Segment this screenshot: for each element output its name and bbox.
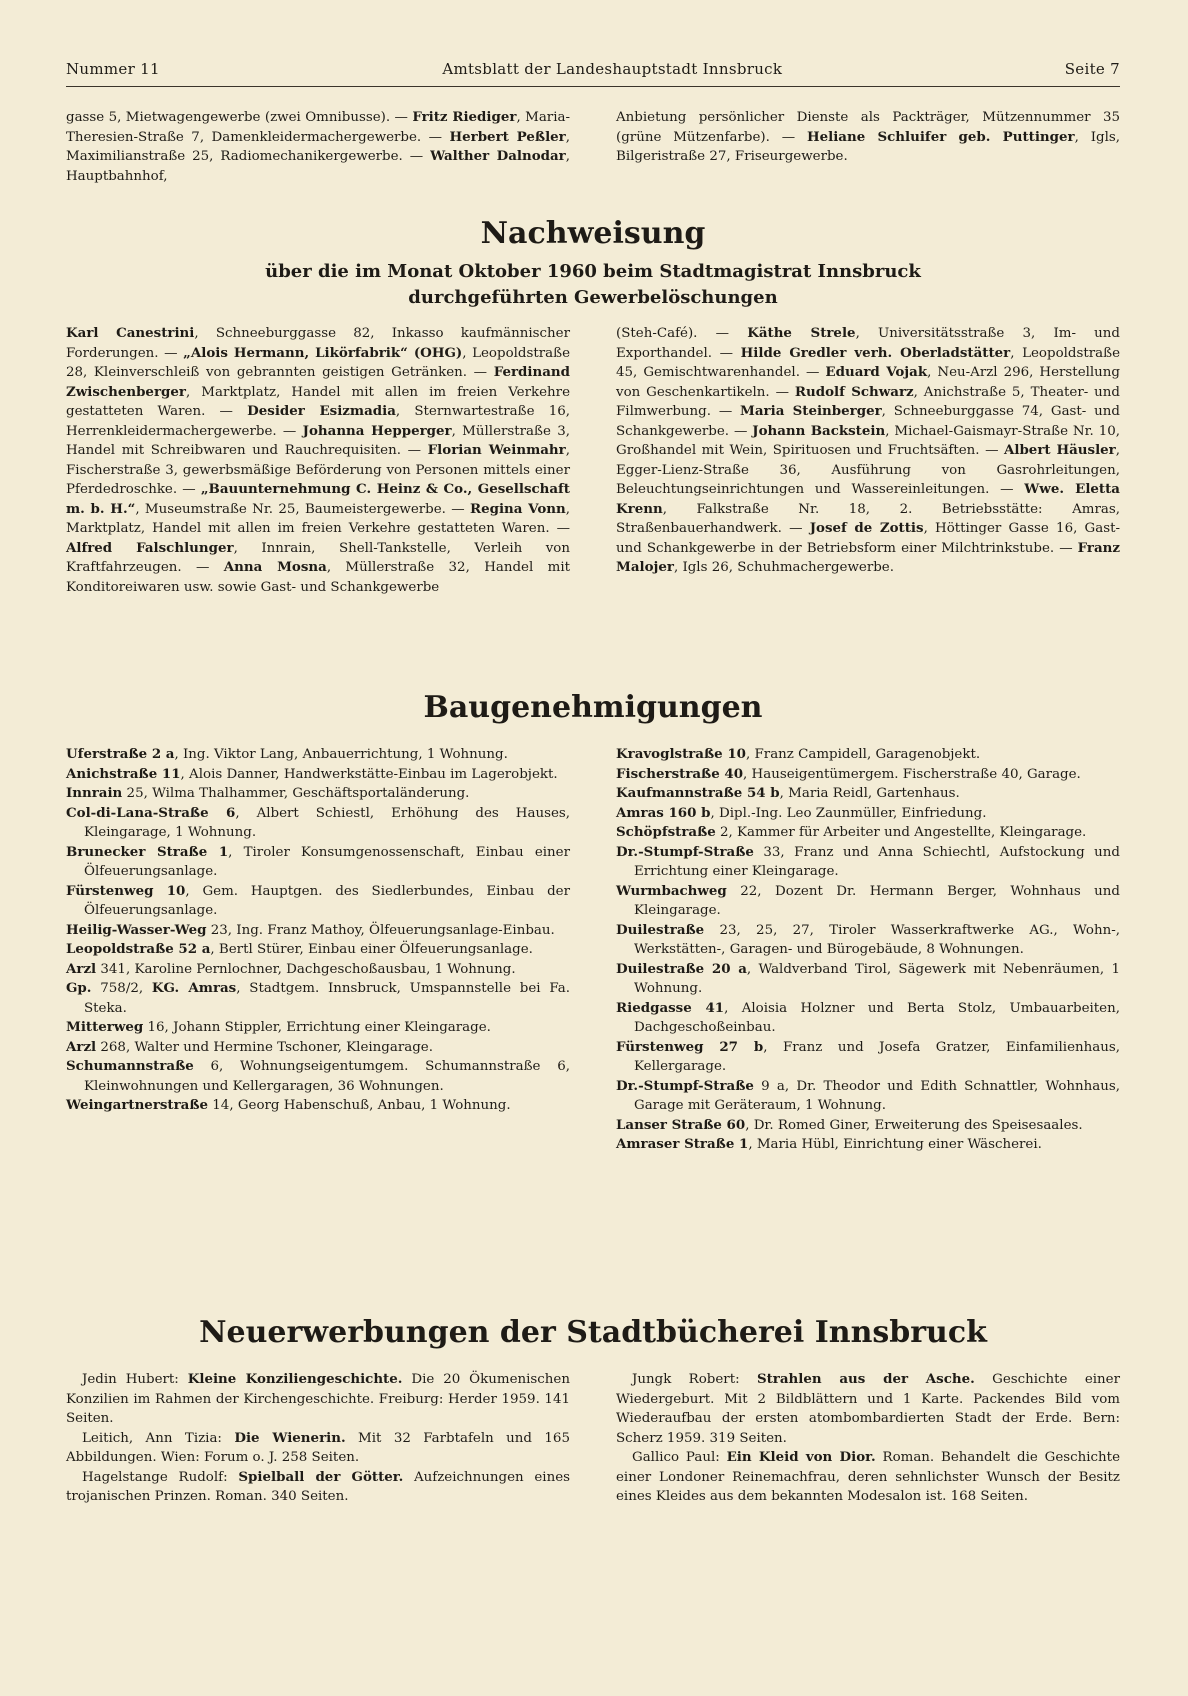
bold-name: Arzl — [66, 960, 97, 977]
page-number: Seite 7 — [1064, 60, 1120, 78]
bold-name: Amraser Straße 1 — [616, 1136, 749, 1152]
bold-name: Mitterweg — [66, 1019, 144, 1035]
nachweisung-column-left — [66, 324, 570, 597]
intro-column-left — [66, 108, 570, 186]
bold-name: Ein Kleid von Dior. — [726, 1449, 876, 1465]
bold-name: Kaufmannstraße 54 b — [616, 785, 780, 801]
intro-paragraph-right: Anbietung persönlicher Dienste als Packträger, Mützennummer 35 (grüne Mützenfarbe). — Heliane Schluifer geb. Puttinger, Igls, Bilgeristraße 27, Friseurgewerbe. — [616, 110, 1120, 164]
bold-name: Strahlen aus der Asche. — [756, 1371, 975, 1387]
permit-entry: Anichstraße 11, Alois Danner, Handwerkstätte-Einbau im Lagerobjekt. — [66, 765, 558, 782]
permit-entry: Brunecker Straße 1, Tiroler Konsumgenossenschaft, Einbau einer Ölfeuerungsanlage. — [66, 843, 570, 879]
nachweisung-subtitle-2: durchgeführten Gewerbelöschungen — [408, 287, 778, 308]
bold-name: Fürstenweg 27 b — [616, 1038, 764, 1055]
baugenehmigungen-section — [66, 745, 1120, 1155]
bold-name: Dr.-Stumpf-Straße — [616, 1077, 754, 1094]
permit-entry: Schumannstraße 6, Wohnungseigentumgem. Schumannstraße 6, Kleinwohnungen und Kellergaragen, 36 Wohnungen. — [66, 1058, 570, 1094]
permit-entry: Innrain 25, Wilma Thalhammer, Geschäftsportaländerung. — [66, 785, 470, 801]
bold-name: Riedgasse 41 — [616, 999, 725, 1016]
permit-entry: Riedgasse 41, Aloisia Holzner und Berta Stolz, Umbauarbeiten, Dachgeschoßeinbau. — [616, 999, 1120, 1035]
bold-name: Gp. — [66, 980, 92, 996]
bold-name: Josef de Zottis — [809, 520, 924, 536]
permit-entry: Uferstraße 2 a, Ing. Viktor Lang, Anbauerrichtung, 1 Wohnung. — [66, 746, 508, 762]
book-entry: Jungk Robert: Strahlen aus der Asche. Geschichte einer Wiedergeburt. Mit 2 Bildblättern und 1 Karte. Packendes Bild vom Wiederaufbau der ersten atombombardierten Stadt der Erde. Bern: Scherz 1959. 319 Seiten. — [616, 1371, 1120, 1446]
permit-entry: Duilestraße 20 a, Waldverband Tirol, Sägewerk mit Nebenräumen, 1 Wohnung. — [616, 960, 1120, 996]
permit-entry: Wurmbachweg 22, Dozent Dr. Hermann Berger, Wohnhaus und Kleingarage. — [616, 882, 1120, 918]
bold-name: Kleine Konziliengeschichte. — [187, 1371, 403, 1387]
bold-name: Brunecker Straße 1 — [66, 843, 229, 860]
bold-name: Johann Backstein — [752, 422, 886, 439]
bold-name: Walther Dalnodar — [430, 148, 566, 164]
bold-name: Fürstenweg 10 — [66, 882, 186, 899]
bold-name: Herbert Peßler — [449, 128, 566, 145]
bold-name: KG. Amras — [151, 980, 237, 996]
baugenehmigungen-title: Baugenehmigungen — [423, 690, 763, 725]
permit-entry: Arzl 268, Walter und Hermine Tschoner, Kleingarage. — [66, 1038, 433, 1055]
bold-name: Johanna Hepperger — [302, 422, 452, 439]
bold-name: Schöpfstraße — [616, 824, 716, 840]
bold-name: Rudolf Schwarz — [794, 383, 914, 400]
bold-name: Innrain — [66, 785, 123, 801]
bold-name: Col-di-Lana-Straße 6 — [66, 804, 236, 821]
permit-entry: Dr.-Stumpf-Straße 9 a, Dr. Theodor und Edith Schnattler, Wohnhaus, Garage mit Geräteraum, 1 Wohnung. — [616, 1077, 1120, 1113]
bold-name: Uferstraße 2 a — [66, 746, 175, 762]
permit-entry: Kravoglstraße 10, Franz Campidell, Garagenobjekt. — [616, 746, 981, 762]
bold-name: „Bauunternehmung C. Heinz & Co., Gesellschaft m. b. H.“ — [66, 481, 570, 517]
permit-entry: Fürstenweg 27 b, Franz und Josefa Gratzer, Einfamilienhaus, Kellergarage. — [616, 1038, 1120, 1074]
bold-name: Franz Malojer — [616, 539, 1120, 575]
nachweisung-title: Nachweisung — [480, 216, 706, 251]
book-entry: Leitich, Ann Tizia: Die Wienerin. Mit 32 Farbtafeln und 165 Abbildungen. Wien: Forum o. J. 258 Seiten. — [66, 1429, 570, 1465]
book-entry: Gallico Paul: Ein Kleid von Dior. Roman. Behandelt die Geschichte einer Londoner Reinemachfrau, deren sehnlichster Wunsch der Besitz eines Kleides aus dem bekannten Modesalon ist. 168 Seiten. — [616, 1449, 1120, 1504]
baugenehmigungen-column-right — [616, 745, 1120, 1155]
bold-name: Dr.-Stumpf-Straße — [616, 843, 754, 860]
bold-name: Fischerstraße 40 — [616, 765, 744, 782]
intro-column-right — [616, 108, 1120, 186]
intro-paragraph-left: gasse 5, Mietwagengewerbe (zwei Omnibusse). — Fritz Riediger, Maria-Theresien-Straße 7, Damenkleidermachergewerbe. — Herbert Peßler, Maximilianstraße 25, Radiomechanikergewerbe. — Walther Dalnodar, Hauptbahnhof, — [66, 109, 571, 184]
permit-entry: Arzl 341, Karoline Pernlochner, Dachgeschoßausbau, 1 Wohnung. — [66, 960, 516, 977]
permit-entry: Amras 160 b, Dipl.-Ing. Leo Zaunmüller, Einfriedung. — [616, 804, 987, 821]
bold-name: Wwe. Eletta Krenn — [616, 481, 1120, 517]
bold-name: Arzl — [66, 1038, 97, 1055]
permit-entry: Heilig-Wasser-Weg 23, Ing. Franz Mathoy, Ölfeuerungsanlage-Einbau. — [66, 921, 555, 938]
permit-entry: Fürstenweg 10, Gem. Hauptgen. des Siedlerbundes, Einbau der Ölfeuerungsanlage. — [66, 882, 570, 918]
intro-section — [66, 108, 1120, 186]
bold-name: Desider Esizmadia — [247, 403, 396, 419]
nachweisung-column-right — [616, 324, 1120, 597]
bold-name: Kravoglstraße 10 — [616, 746, 746, 762]
book-entry: Hagelstange Rudolf: Spielball der Götter. Aufzeichnungen eines trojanischen Prinzen. Roman. 340 Seiten. — [66, 1468, 570, 1504]
permit-entry: Duilestraße 23, 25, 27, Tiroler Wasserkraftwerke AG., Wohn-, Werkstätten-, Garagen- und Bürogebäude, 8 Wohnungen. — [616, 921, 1120, 957]
bold-name: Die Wienerin. — [234, 1429, 346, 1446]
bold-name: Duilestraße 20 a — [616, 960, 747, 977]
bold-name: Regina Vonn — [469, 500, 566, 517]
bold-name: Käthe Strele — [747, 325, 856, 341]
page-header — [66, 60, 1120, 78]
bold-name: Karl Canestrini — [66, 325, 195, 341]
bold-name: Wurmbachweg — [616, 882, 727, 899]
bold-name: Eduard Vojak — [825, 364, 928, 380]
bold-name: Fritz Riediger — [412, 109, 517, 125]
permit-entry: Dr.-Stumpf-Straße 33, Franz und Anna Schiechtl, Aufstockung und Errichtung einer Kleingarage. — [616, 843, 1120, 879]
bold-name: Schumannstraße — [66, 1058, 194, 1074]
bold-name: Heliane Schluifer geb. Puttinger — [806, 128, 1075, 145]
bold-name: Lanser Straße 60 — [616, 1116, 746, 1133]
permit-entry: Gp. 758/2, KG. Amras, Stadtgem. Innsbruck, Umspannstelle bei Fa. Steka. — [66, 980, 571, 1016]
bold-name: Amras 160 b — [616, 804, 711, 821]
header-rule — [66, 86, 1120, 87]
neuerwerbungen-column-left — [66, 1370, 570, 1507]
bold-name: Spielball der Götter. — [238, 1468, 404, 1485]
bold-name: Anichstraße 11 — [66, 765, 181, 782]
permit-entry: Schöpfstraße 2, Kammer für Arbeiter und Angestellte, Kleingarage. — [616, 824, 1087, 840]
publication-title: Amtsblatt der Landeshauptstadt Innsbruck — [442, 60, 783, 78]
neuerwerbungen-section — [66, 1370, 1120, 1507]
bold-name: Alfred Falschlunger — [66, 539, 234, 556]
permit-entry: Weingartnerstraße 14, Georg Habenschuß, Anbau, 1 Wohnung. — [66, 1097, 511, 1113]
permit-entry: Mitterweg 16, Johann Stippler, Errichtung einer Kleingarage. — [66, 1019, 491, 1035]
nachweisung-subtitle-1: über die im Monat Oktober 1960 beim Stadtmagistrat Innsbruck — [265, 261, 921, 282]
permit-entry: Fischerstraße 40, Hauseigentümergem. Fischerstraße 40, Garage. — [616, 765, 1081, 782]
bold-name: „Alois Hermann, Likörfabrik“ (OHG) — [183, 344, 463, 361]
bold-name: Duilestraße — [616, 921, 705, 938]
permit-entry: Lanser Straße 60, Dr. Romed Giner, Erweiterung des Speisesaales. — [616, 1116, 1083, 1133]
neuerwerbungen-column-right — [616, 1370, 1120, 1507]
issue-number: Nummer 11 — [66, 60, 160, 78]
bold-name: Maria Steinberger — [740, 403, 882, 419]
permit-entry: Leopoldstraße 52 a, Bertl Stürer, Einbau einer Ölfeuerungsanlage. — [66, 941, 533, 957]
neuerwerbungen-title: Neuerwerbungen der Stadtbücherei Innsbruck — [199, 1315, 987, 1350]
permit-entry: Amraser Straße 1, Maria Hübl, Einrichtung einer Wäscherei. — [616, 1136, 1042, 1152]
permit-entry: Kaufmannstraße 54 b, Maria Reidl, Gartenhaus. — [616, 785, 960, 801]
nachweisung-paragraph-left: Karl Canestrini, Schneeburggasse 82, Inkasso kaufmännischer Forderungen. — „Alois Hermann, Likörfabrik“ (OHG), Leopoldstraße 28, Kleinverschleiß von gebrannten geistigen Getränken. — Ferdinand Zwischenberger, Marktplatz, Handel mit allen im freien Verkehre gestatteten Waren. — Desider Esizmadia, Sternwartestraße 16, Herrenkleidermachergewerbe. — Johanna Hepperger, Müllerstraße 3, Handel mit Schreibwaren und Rauchrequisiten. — Florian Weinmahr, Fischerstraße 3, gewerbsmäßige Beförderung von Personen mittels einer Pferdedroschke. — „Bauunternehmung C. Heinz & Co., Gesellschaft m. b. H.“, Museumstraße Nr. 25, Baumeistergewerbe. — Regina Vonn, Marktplatz, Handel mit allen im freien Verkehre gestatteten Waren. — Alfred Falschlunger, Innrain, Shell-Tankstelle, Verleih von Kraftfahrzeugen. — Anna Mosna, Müllerstraße 32, Handel mit Konditoreiwaren usw. sowie Gast- und Schankgewerbe — [66, 325, 571, 595]
bold-name: Florian Weinmahr — [427, 442, 566, 458]
baugenehmigungen-column-left — [66, 745, 570, 1155]
bold-name: Weingartnerstraße — [66, 1097, 209, 1113]
permit-entry: Col-di-Lana-Straße 6, Albert Schiestl, Erhöhung des Hauses, Kleingarage, 1 Wohnung. — [66, 804, 571, 840]
bold-name: Hilde Gredler verh. Oberladstätter — [740, 344, 1011, 361]
bold-name: Heilig-Wasser-Weg — [66, 921, 207, 938]
bold-name: Albert Häusler — [1003, 442, 1116, 458]
book-entry: Jedin Hubert: Kleine Konziliengeschichte. Die 20 Ökumenischen Konzilien im Rahmen der Kirchengeschichte. Freiburg: Herder 1959. 141 Seiten. — [66, 1371, 570, 1426]
bold-name: Ferdinand Zwischenberger — [66, 364, 570, 400]
nachweisung-paragraph-right: (Steh-Café). — Käthe Strele, Universitätsstraße 3, Im- und Exporthandel. — Hilde Gredler verh. Oberladstätter, Leopoldstraße 45, Gemischtwarenhandel. — Eduard Vojak, Neu-Arzl 296, Herstellung von Geschenkartikeln. — Rudolf Schwarz, Anichstraße 5, Theater- und Filmwerbung. — Maria Steinberger, Schneeburggasse 74, Gast- und Schankgewerbe. — Johann Backstein, Michael-Gaismayr-Straße Nr. 10, Großhandel mit Wein, Spirituosen und Fruchtsäften. — Albert Häusler, Egger-Lienz-Straße 36, Ausführung von Gasrohrleitungen, Beleuchtungseinrichtungen und Wassereinleitungen. — Wwe. Eletta Krenn, Falkstraße Nr. 18, 2. Betriebsstätte: Amras, Straßenbauerhandwerk. — Josef de Zottis, Höttinger Gasse 16, Gast- und Schankgewerbe in der Betriebsform einer Milchtrinkstube. — Franz Malojer, Igls 26, Schuhmachergewerbe. — [616, 325, 1121, 575]
bold-name: Anna Mosna — [223, 559, 327, 575]
nachweisung-section — [66, 324, 1120, 597]
bold-name: Leopoldstraße 52 a — [66, 941, 211, 957]
